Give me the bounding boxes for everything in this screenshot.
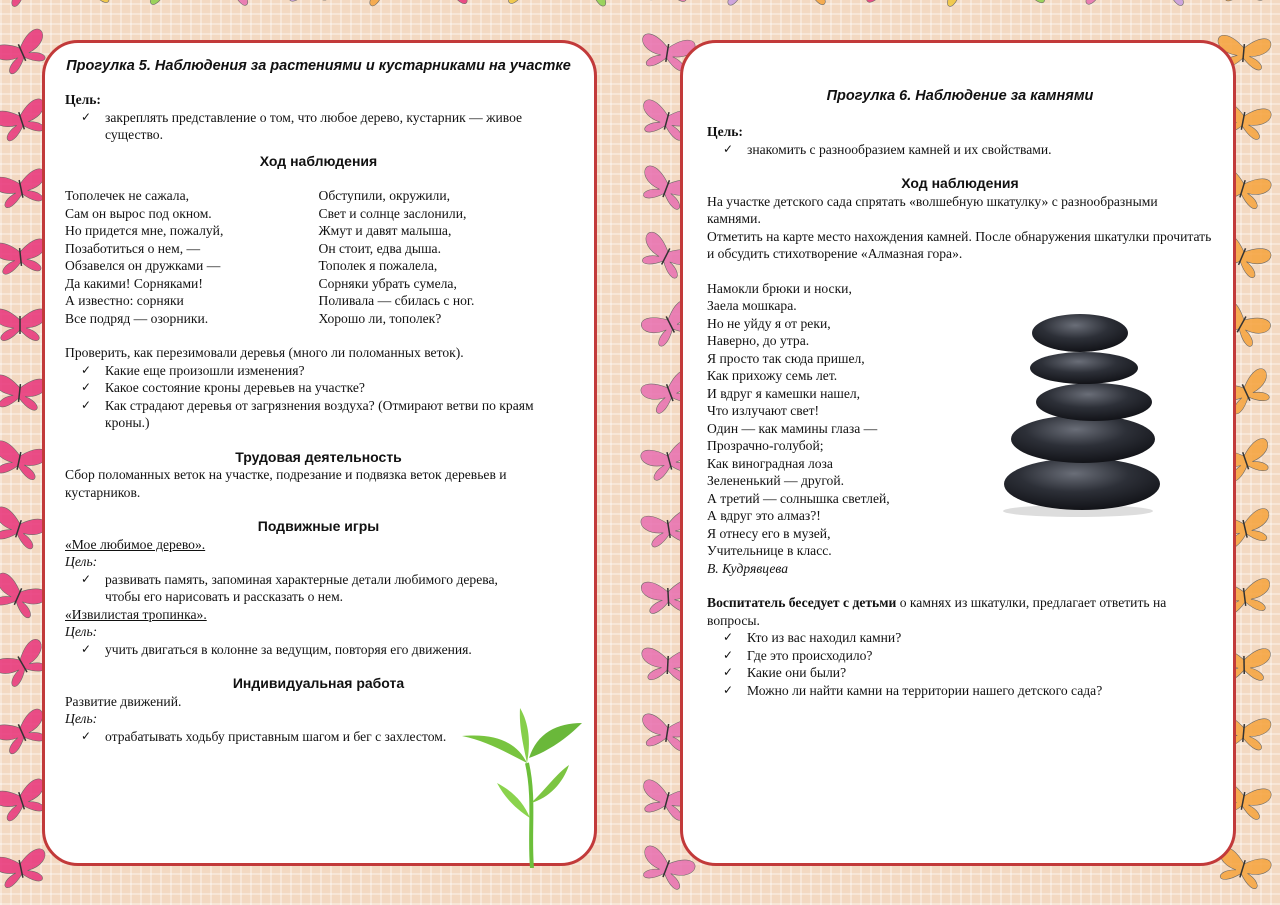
section-heading: Трудовая деятельность bbox=[235, 448, 402, 465]
sprout-image bbox=[457, 703, 587, 868]
text-line: Но придется мне, пожалуй, bbox=[65, 223, 224, 238]
butterfly-icon bbox=[781, 0, 841, 7]
text-line: Отметить на карте место нахождения камней. После обнаружения шкатулки прочитать и обсудить стихотворение «Алмазная гора». bbox=[707, 228, 1212, 261]
text-line: Обзавелся он дружками — bbox=[65, 258, 221, 273]
check-icon: ✓ bbox=[81, 380, 92, 394]
butterfly-icon bbox=[281, 0, 335, 2]
text-line: Один — как мамины глаза — bbox=[707, 420, 878, 436]
check-text: Проверить, как перезимовали деревья (много ли поломанных веток). bbox=[65, 345, 464, 360]
butterfly-icon bbox=[0, 848, 50, 890]
list-item bbox=[65, 379, 572, 397]
intro-text bbox=[707, 193, 1213, 263]
list-item bbox=[65, 109, 572, 144]
text-line: Поливала — сбилась с ног. bbox=[318, 293, 475, 308]
list-item bbox=[707, 141, 1213, 159]
poem-column-1 bbox=[65, 187, 319, 327]
goal-label: Цель: bbox=[65, 624, 98, 639]
poem bbox=[65, 187, 572, 327]
check-icon: ✓ bbox=[723, 647, 734, 662]
walk-6-card bbox=[680, 40, 1236, 866]
check-icon: ✓ bbox=[81, 362, 92, 377]
game-name: «Извилистая тропинка». bbox=[65, 606, 207, 622]
walk-5-card bbox=[42, 40, 597, 866]
butterfly-icon bbox=[422, 0, 481, 6]
check-icon: ✓ bbox=[723, 630, 734, 644]
check-icon: ✓ bbox=[723, 141, 734, 156]
page-title: Прогулка 6. Наблюдение за камнями bbox=[826, 88, 1094, 104]
talk-bold: Воспитатель беседует с детьми bbox=[707, 595, 897, 610]
butterfly-icon bbox=[0, 0, 53, 11]
text-line: Но не уйду я от реки, bbox=[707, 315, 831, 331]
butterfly-icon bbox=[351, 0, 412, 10]
check-list bbox=[65, 362, 572, 432]
butterfly-icon bbox=[711, 0, 772, 8]
text-line: А третий — солнышка светлей, bbox=[707, 490, 890, 506]
text-line: Он стоит, едва дыша. bbox=[318, 240, 441, 256]
list-item-text: Кто из вас находил камни? bbox=[747, 630, 902, 645]
check-icon: ✓ bbox=[81, 109, 92, 124]
butterfly-icon bbox=[1140, 0, 1201, 9]
butterfly-icon bbox=[0, 374, 48, 411]
list-item bbox=[707, 647, 1213, 665]
butterfly-icon bbox=[856, 0, 912, 3]
check-icon: ✓ bbox=[81, 641, 92, 656]
goal-label: Цель: bbox=[65, 554, 98, 569]
text-line: Тополек я пожалела, bbox=[318, 258, 438, 273]
text-line: Сам он вырос под окном. bbox=[65, 205, 212, 221]
butterfly-icon bbox=[563, 0, 625, 10]
list-item-text: Какие еще произошли изменения? bbox=[105, 362, 305, 378]
page-title: Прогулка 5. Наблюдения за растениями и кустарниками на участке bbox=[66, 58, 571, 74]
list-item-text: закреплять представление о том, что любое дерево, кустарник — живое существо. bbox=[105, 109, 523, 142]
text-line: Тополечек не сажала, bbox=[65, 188, 190, 203]
list-item-text: знакомить с разнообразием камней и их свойствами. bbox=[747, 141, 1052, 157]
butterfly-icon bbox=[204, 0, 265, 9]
goal-label: Цель: bbox=[707, 124, 743, 139]
list-item-text: развивать память, запоминая характерные детали любимого дерева, чтобы его нарисовать и рассказать о нем. bbox=[105, 571, 498, 604]
check-icon: ✓ bbox=[723, 665, 734, 679]
stones-image bbox=[998, 311, 1168, 521]
text-line: Что излучают свет! bbox=[707, 403, 820, 418]
individual-text: Развитие движений. bbox=[65, 693, 182, 709]
text-line: А вдруг это алмаз?! bbox=[707, 508, 821, 523]
text-line: Сорняки убрать сумела, bbox=[318, 275, 457, 291]
list-item bbox=[65, 397, 572, 432]
questions-list bbox=[707, 629, 1213, 699]
butterfly-icon bbox=[927, 0, 989, 11]
list-item bbox=[707, 682, 1213, 700]
text-line: Обступили, окружили, bbox=[318, 188, 450, 203]
text-line: Прозрачно-голубой; bbox=[707, 438, 824, 453]
text-line: Наверно, до утра. bbox=[707, 333, 810, 348]
game-goal-list bbox=[65, 641, 572, 659]
game-goal-list bbox=[65, 571, 525, 606]
list-item-text: Где это происходило? bbox=[747, 647, 873, 663]
game-name: «Мое любимое дерево». bbox=[65, 536, 206, 552]
butterfly-icon bbox=[1072, 0, 1131, 7]
list-item bbox=[707, 664, 1213, 682]
talk-rest: о камнях из шкатулки, предлагает ответить на вопросы. bbox=[707, 595, 1167, 628]
list-item bbox=[65, 641, 572, 659]
talk-text bbox=[707, 594, 1213, 629]
list-item-text: отрабатывать ходьбу приставным шагом и бег с захлестом. bbox=[105, 728, 447, 744]
check-icon: ✓ bbox=[81, 728, 92, 743]
goal-label: Цель: bbox=[65, 92, 101, 107]
list-item-text: Как страдают деревья от загрязнения воздуха? (Отмирают ветви по краям кроны.) bbox=[105, 397, 534, 430]
list-item-text: Какие они были? bbox=[747, 665, 847, 680]
text-line: Зелененький — другой. bbox=[707, 473, 845, 488]
section-heading: Ход наблюдения bbox=[901, 175, 1019, 191]
text-line: Учительнице в класс. bbox=[707, 543, 832, 558]
list-item bbox=[65, 571, 525, 606]
list-item bbox=[707, 629, 1213, 647]
butterfly-icon bbox=[0, 440, 48, 482]
section-heading: Индивидуальная работа bbox=[232, 675, 405, 691]
text-line: Намокли брюки и носки, bbox=[707, 280, 852, 296]
text-line: А известно: сорняки bbox=[65, 293, 184, 308]
text-line: Я просто так сюда пришел, bbox=[707, 350, 865, 366]
butterfly-icon bbox=[0, 309, 47, 341]
list-item-text: учить двигаться в колонне за ведущим, повторяя его движения. bbox=[105, 641, 472, 657]
check-icon: ✓ bbox=[81, 571, 92, 586]
poem-column-2 bbox=[319, 187, 573, 327]
butterfly-icon bbox=[999, 0, 1056, 4]
goal-list bbox=[707, 141, 1213, 159]
butterfly-icon bbox=[135, 0, 195, 7]
list-item-text: Какое состояние кроны деревьев на участке? bbox=[105, 380, 365, 395]
text-line: Позаботиться о нем, — bbox=[65, 240, 201, 256]
text-line: Как прихожу семь лет. bbox=[707, 368, 838, 383]
section-heading: Ход наблюдения bbox=[259, 152, 378, 169]
text-line: Заела мошкара. bbox=[707, 298, 797, 313]
check-icon: ✓ bbox=[723, 682, 734, 697]
text-line: Я отнесу его в музей, bbox=[707, 525, 831, 541]
butterfly-icon bbox=[1217, 0, 1271, 1]
text-line: Да какими! Сорняками! bbox=[65, 275, 203, 291]
text-line: Как виноградная лоза bbox=[707, 455, 833, 471]
butterfly-icon bbox=[496, 0, 554, 5]
labor-text: Сбор поломанных веток на участке, подрезание и подвязка веток деревьев и кустарников. bbox=[65, 467, 507, 500]
text-line: Все подряд — озорники. bbox=[65, 310, 209, 326]
butterfly-icon bbox=[640, 0, 695, 2]
poem-author: В. Кудрявцева bbox=[707, 560, 789, 576]
check-icon: ✓ bbox=[81, 397, 92, 412]
goal-label: Цель: bbox=[65, 711, 98, 726]
goal-list bbox=[65, 109, 572, 144]
list-item bbox=[65, 362, 572, 380]
list-item-text: Можно ли найти камни на территории нашего детского сада? bbox=[747, 682, 1103, 698]
text-line: Хорошо ли, тополек? bbox=[318, 310, 442, 326]
text-line: На участке детского сада спрятать «волшебную шкатулку» с разнообразными камнями. bbox=[707, 193, 1158, 226]
butterfly-icon bbox=[63, 0, 120, 4]
section-heading: Подвижные игры bbox=[257, 518, 380, 534]
text-line: И вдруг я камешки нашел, bbox=[707, 385, 861, 401]
text-line: Жмут и давят малыша, bbox=[318, 223, 452, 238]
text-line: Свет и солнце заслонили, bbox=[318, 205, 467, 221]
